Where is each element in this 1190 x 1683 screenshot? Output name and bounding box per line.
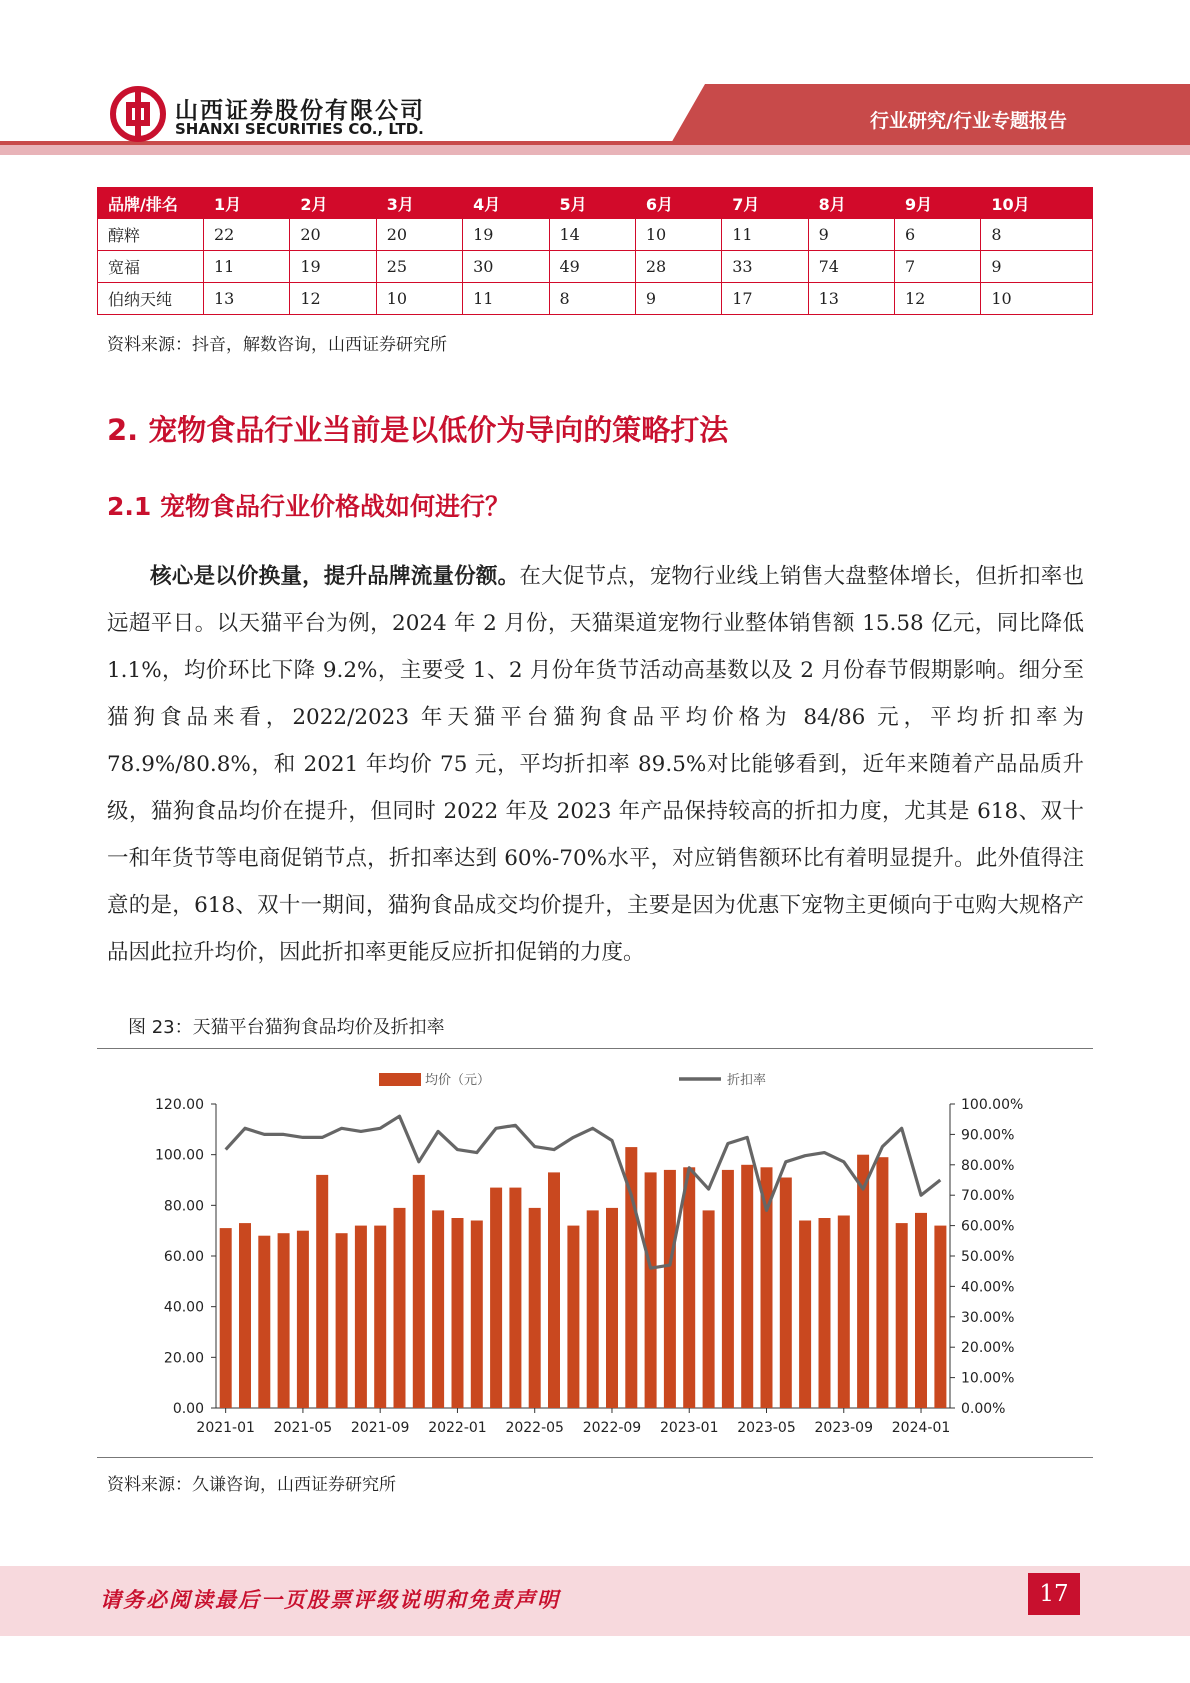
column-header: 5月 — [549, 188, 635, 219]
right-tick-label: 50.00% — [961, 1249, 1015, 1265]
column-header: 4月 — [463, 188, 549, 219]
lead-sentence: 核心是以价换量，提升品牌流量份额。 — [150, 564, 520, 589]
table-cell: 13 — [808, 283, 894, 315]
table-cell: 6 — [895, 219, 981, 251]
price-bar — [471, 1221, 483, 1409]
right-tick-label: 100.00% — [961, 1097, 1024, 1113]
price-bar — [316, 1175, 328, 1408]
table-cell: 8 — [981, 219, 1093, 251]
price-bar — [915, 1213, 927, 1408]
left-tick-label: 80.00 — [163, 1198, 204, 1215]
column-header: 品牌/排名 — [98, 188, 204, 219]
right-tick-label: 40.00% — [961, 1279, 1015, 1296]
price-bar — [220, 1228, 232, 1408]
table-cell: 8 — [549, 283, 635, 315]
price-bars — [220, 1147, 947, 1408]
x-tick-label: 2022-09 — [582, 1420, 642, 1436]
table-cell: 19 — [463, 219, 549, 251]
right-tick-label: 0.00% — [961, 1401, 1006, 1417]
table-cell: 20 — [290, 219, 376, 251]
price-bar — [374, 1226, 386, 1408]
company-name-cn: 山西证券股份有限公司 — [175, 98, 425, 124]
price-bar — [432, 1210, 444, 1408]
left-tick-label: 100.00 — [155, 1147, 204, 1164]
price-bar — [896, 1223, 908, 1408]
column-header: 1月 — [204, 188, 290, 219]
table-cell: 20 — [376, 219, 462, 251]
price-bar — [336, 1233, 348, 1408]
table-cell: 宽福 — [98, 251, 204, 283]
price-bar — [548, 1172, 560, 1408]
price-bar — [452, 1218, 464, 1408]
table-cell: 醇粹 — [98, 219, 204, 251]
body-paragraph — [107, 553, 1084, 976]
figure-top-rule — [97, 1048, 1093, 1049]
page-number: 17 — [1028, 1573, 1080, 1615]
legend-label-discount: 折扣率 — [727, 1073, 767, 1088]
table-cell: 9 — [635, 283, 721, 315]
price-bar — [664, 1170, 676, 1408]
table-cell: 伯纳天纯 — [98, 283, 204, 315]
table-cell: 9 — [808, 219, 894, 251]
table-cell: 11 — [463, 283, 549, 315]
price-bar — [799, 1221, 811, 1409]
left-tick-label: 60.00 — [163, 1249, 204, 1265]
x-tick-label: 2022-01 — [428, 1420, 487, 1436]
figure-source-note: 资料来源：久谦咨询，山西证券研究所 — [107, 1475, 396, 1495]
x-tick-label: 2023-01 — [659, 1420, 719, 1436]
chart-legend — [379, 1072, 766, 1088]
table-cell: 25 — [376, 251, 462, 283]
price-bar — [490, 1188, 502, 1408]
table-cell: 30 — [463, 251, 549, 283]
price-bar — [819, 1218, 831, 1408]
x-axis-labels — [196, 1408, 950, 1436]
right-tick-label: 10.00% — [961, 1370, 1015, 1387]
table-cell: 10 — [981, 283, 1093, 315]
table-cell: 22 — [204, 219, 290, 251]
table-cell: 12 — [290, 283, 376, 315]
legend-label-price: 均价（元） — [425, 1073, 491, 1088]
price-bar — [722, 1170, 734, 1408]
paragraph-text: 在大促节点，宠物行业线上销售大盘整体增长，但折扣率也远超平日。以天猫平台为例，2024 年 2 月份，天猫渠道宠物行业整体销售额 15.58 亿元，同比降低 1.1%，均价环比下降 9.2%，主要受 1、2 月份年货节活动高基数以及 2 月份春节假期影响。细分至猫狗食品来看，2022/2023 年天猫平台猫狗食品平均价格为 84/86 元，平均折扣率为 78.9%/80.8%，和 2021 年均价 75 元，平均折扣率 89.5%对比能够看到，近年来随着产品品质升级，猫狗食品均价在提升，但同时 2022 年及 2023 年产品保持较高的折扣力度，尤其是 618、双十一和年货节等电商促销节点，折扣率达到 60%-70%水平，对应销售额环比有着明显提升。此外值得注意的是，618、双十一期间，猫狗食品成交均价提升，主要是因为优惠下宠物主更倾向于屯购大规格产品因此拉升均价，因此折扣率更能反应折扣促销的力度。 — [107, 564, 1084, 965]
column-header: 10月 — [981, 188, 1093, 219]
table-row — [98, 283, 1093, 315]
table-cell: 33 — [722, 251, 808, 283]
x-tick-label: 2021-09 — [350, 1420, 410, 1436]
legend-swatch-price — [379, 1073, 421, 1086]
price-bar — [509, 1188, 521, 1408]
table-source-note: 资料来源：抖音，解数咨询，山西证券研究所 — [107, 335, 447, 355]
table-cell: 49 — [549, 251, 635, 283]
column-header: 6月 — [635, 188, 721, 219]
left-tick-label: 120.00 — [155, 1097, 204, 1113]
right-tick-label: 30.00% — [961, 1309, 1015, 1326]
discount-line — [226, 1116, 941, 1268]
right-tick-label: 20.00% — [961, 1340, 1015, 1357]
price-bar — [606, 1208, 618, 1408]
left-tick-label: 40.00 — [163, 1299, 204, 1316]
price-bar — [394, 1208, 406, 1408]
table-cell: 14 — [549, 219, 635, 251]
price-discount-chart — [97, 1052, 1093, 1452]
column-header: 8月 — [808, 188, 894, 219]
table-row — [98, 251, 1093, 283]
price-bar — [703, 1210, 715, 1408]
right-tick-label: 80.00% — [961, 1157, 1015, 1174]
table-cell: 74 — [808, 251, 894, 283]
price-bar — [567, 1226, 579, 1408]
price-bar — [413, 1175, 425, 1408]
price-bar — [529, 1208, 541, 1408]
x-tick-label: 2023-09 — [814, 1420, 874, 1436]
price-bar — [876, 1157, 888, 1408]
column-header: 2月 — [290, 188, 376, 219]
price-bar — [857, 1155, 869, 1408]
price-bar — [683, 1167, 695, 1408]
x-tick-label: 2022-05 — [505, 1420, 564, 1436]
price-bar — [587, 1210, 599, 1408]
table-cell: 19 — [290, 251, 376, 283]
table-cell: 28 — [635, 251, 721, 283]
column-header: 7月 — [722, 188, 808, 219]
price-bar — [278, 1233, 290, 1408]
left-y-axis-labels — [155, 1097, 216, 1417]
table-cell: 12 — [895, 283, 981, 315]
price-bar — [934, 1226, 946, 1408]
price-bar — [838, 1216, 850, 1409]
table-cell: 11 — [722, 219, 808, 251]
price-bar — [297, 1231, 309, 1408]
price-bar — [355, 1226, 367, 1408]
table-row — [98, 219, 1093, 251]
brand-rank-table — [97, 187, 1093, 315]
price-bar — [239, 1223, 251, 1408]
table-cell: 7 — [895, 251, 981, 283]
table-cell: 13 — [204, 283, 290, 315]
figure-title: 图 23：天猫平台猫狗食品均价及折扣率 — [128, 1017, 445, 1038]
report-type-label: 行业研究/行业专题报告 — [870, 110, 1067, 132]
column-header: 3月 — [376, 188, 462, 219]
figure-bottom-rule — [97, 1457, 1093, 1458]
table-cell: 10 — [635, 219, 721, 251]
section-title: 2. 宠物食品行业当前是以低价为导向的策略打法 — [107, 413, 729, 447]
price-bar — [258, 1236, 270, 1408]
table-cell: 17 — [722, 283, 808, 315]
right-y-axis-labels — [950, 1097, 1023, 1417]
x-tick-label: 2024-01 — [891, 1420, 951, 1436]
company-logo-icon — [110, 86, 166, 142]
table-cell: 10 — [376, 283, 462, 315]
subsection-title: 2.1 宠物食品行业价格战如何进行？ — [107, 492, 510, 521]
x-tick-label: 2023-05 — [737, 1420, 796, 1436]
right-tick-label: 90.00% — [961, 1127, 1015, 1144]
discount-series-line — [226, 1116, 941, 1268]
right-tick-label: 70.00% — [961, 1188, 1015, 1205]
column-header: 9月 — [895, 188, 981, 219]
price-bar — [741, 1165, 753, 1408]
price-bar — [780, 1178, 792, 1409]
table-header-row — [98, 188, 1093, 219]
x-tick-label: 2021-05 — [273, 1420, 333, 1436]
footer-disclaimer: 请务必阅读最后一页股票评级说明和免责声明 — [100, 1587, 560, 1612]
price-bar — [645, 1172, 657, 1408]
table-cell: 11 — [204, 251, 290, 283]
x-tick-label: 2021-01 — [196, 1420, 255, 1436]
table-cell: 9 — [981, 251, 1093, 283]
left-tick-label: 0.00 — [172, 1401, 204, 1417]
left-tick-label: 20.00 — [163, 1350, 204, 1367]
right-tick-label: 60.00% — [961, 1218, 1015, 1235]
company-name-en: SHANXI SECURITIES CO., LTD. — [175, 120, 424, 138]
